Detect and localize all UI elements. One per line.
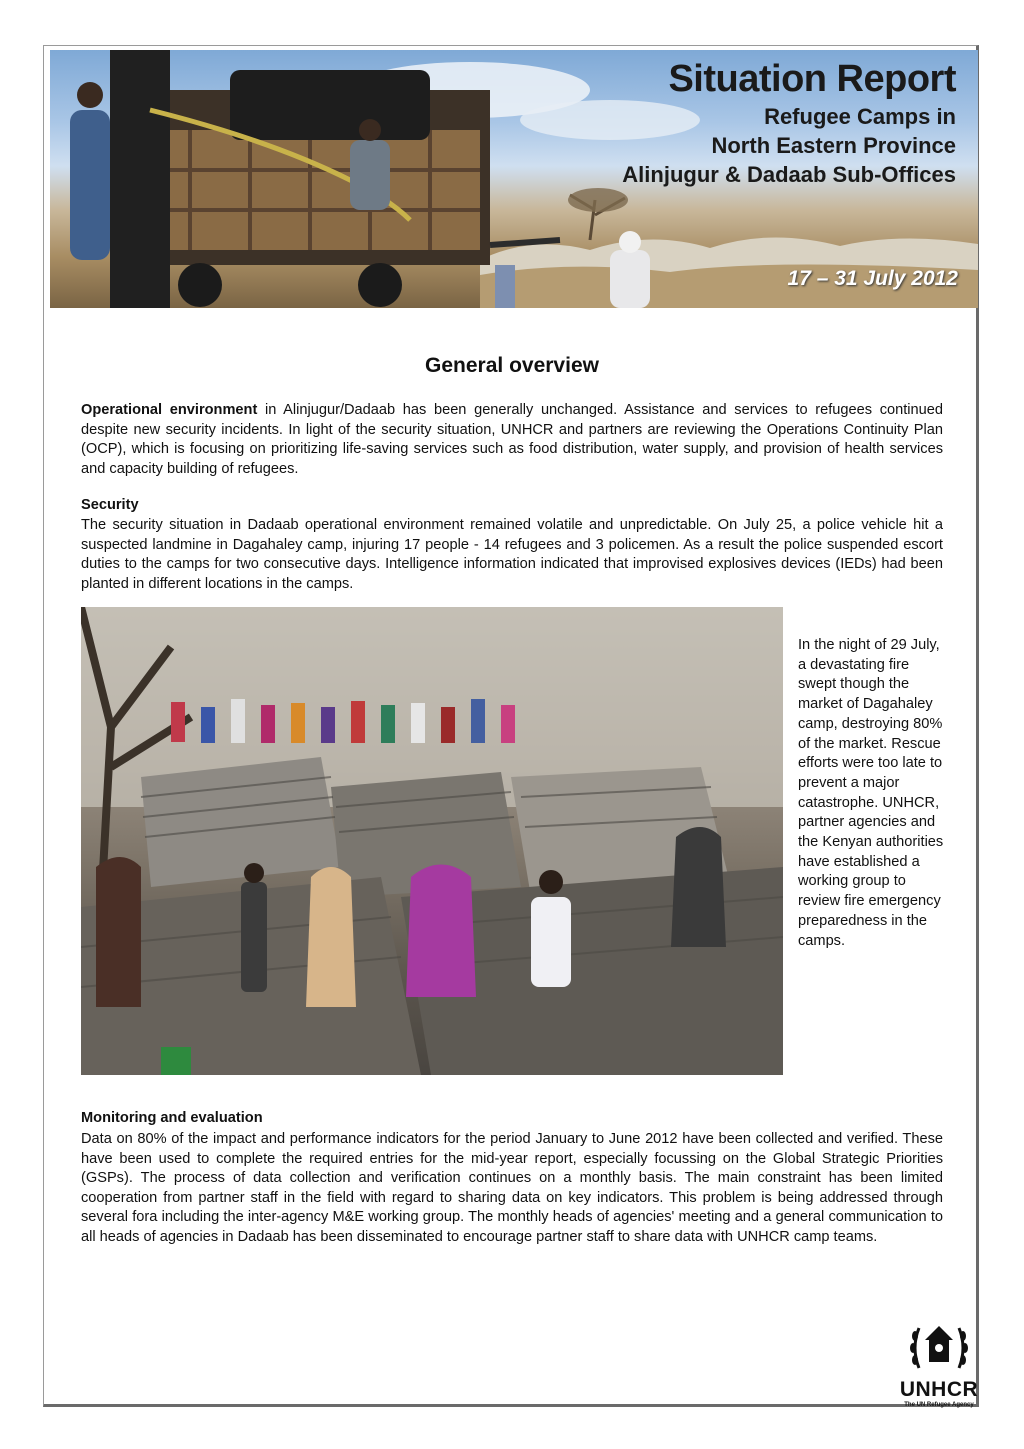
market-fire-image (81, 607, 783, 1075)
report-subtitle-line-1: Refugee Camps in (764, 104, 956, 129)
unhcr-logo (892, 1318, 986, 1410)
unhcr-emblem-icon (909, 1318, 969, 1374)
monitoring-paragraph: Data on 80% of the impact and performance indicators for the period January to June 2012 have been collected and verified. These have been used to complete the required entries for the mid-year report, especially focussing on the Global Strategic Priorities (GSPs). The process of data collection and verification continues on a monthly basis. The main constraint has been limited cooperation from partner staff in the field with regard to sharing data on key indicators. This problem is being addressed through several fora including the inter-agency M&E working group. The monthly heads of agencies' meeting and a general communication to all heads of agencies in Dadaab has been disseminated to encourage partner staff to share data with UNHCR camp teams. (81, 1131, 943, 1245)
header-banner (50, 50, 978, 308)
security-heading: Security (81, 497, 139, 513)
security-paragraph: The security situation in Dadaab operational environment remained volatile and unpredictable. On July 25, a police vehicle hit a suspected landmine in Dagahaley camp, injuring 17 people - 14 refugees and 3 policemen. As a result the police suspended escort duties to the camps for two consecutive days. Intelligence information indicated that improvised explosives devices (IEDs) had been planted in different locations in the camps. (81, 517, 943, 592)
operational-environment-label: Operational environment (81, 402, 258, 418)
logo-tagline: The UN Refugee Agency (904, 1402, 974, 1408)
operational-environment-paragraph (81, 401, 943, 479)
monitoring-heading: Monitoring and evaluation (81, 1110, 263, 1126)
photo-caption: In the night of 29 July, a devastating fire swept though the market of Dagahaley camp, destroying 80% of the market. Rescue efforts were too late to prevent a major catastrophe. UNHCR, partner agencies and the Kenyan authorities have established a working group to review fire emergency preparedness in the camps. (798, 637, 944, 949)
report-title: Situation Report (668, 58, 956, 100)
report-title-block (622, 56, 956, 189)
operational-environment-text: in Alinjugur/Dadaab has been generally unchanged. Assistance and services to refugees continued despite new security incidents. In light of the security situation, UNHCR and partners are reviewing the Operations Continuity Plan (OCP), which is focusing on prioritizing life-saving services such as food distribution, water supply, and provision of health services and capacity building of refugees. (81, 402, 943, 477)
logo-name: UNHCR (899, 1378, 979, 1401)
report-date: 17 – 31 July 2012 (787, 267, 958, 290)
section-title-general-overview: General overview (425, 354, 599, 377)
market-fire-photo (81, 607, 783, 1075)
report-subtitle-line-3: Alinjugur & Dadaab Sub-Offices (622, 162, 956, 187)
report-subtitle-line-2: North Eastern Province (711, 133, 956, 158)
